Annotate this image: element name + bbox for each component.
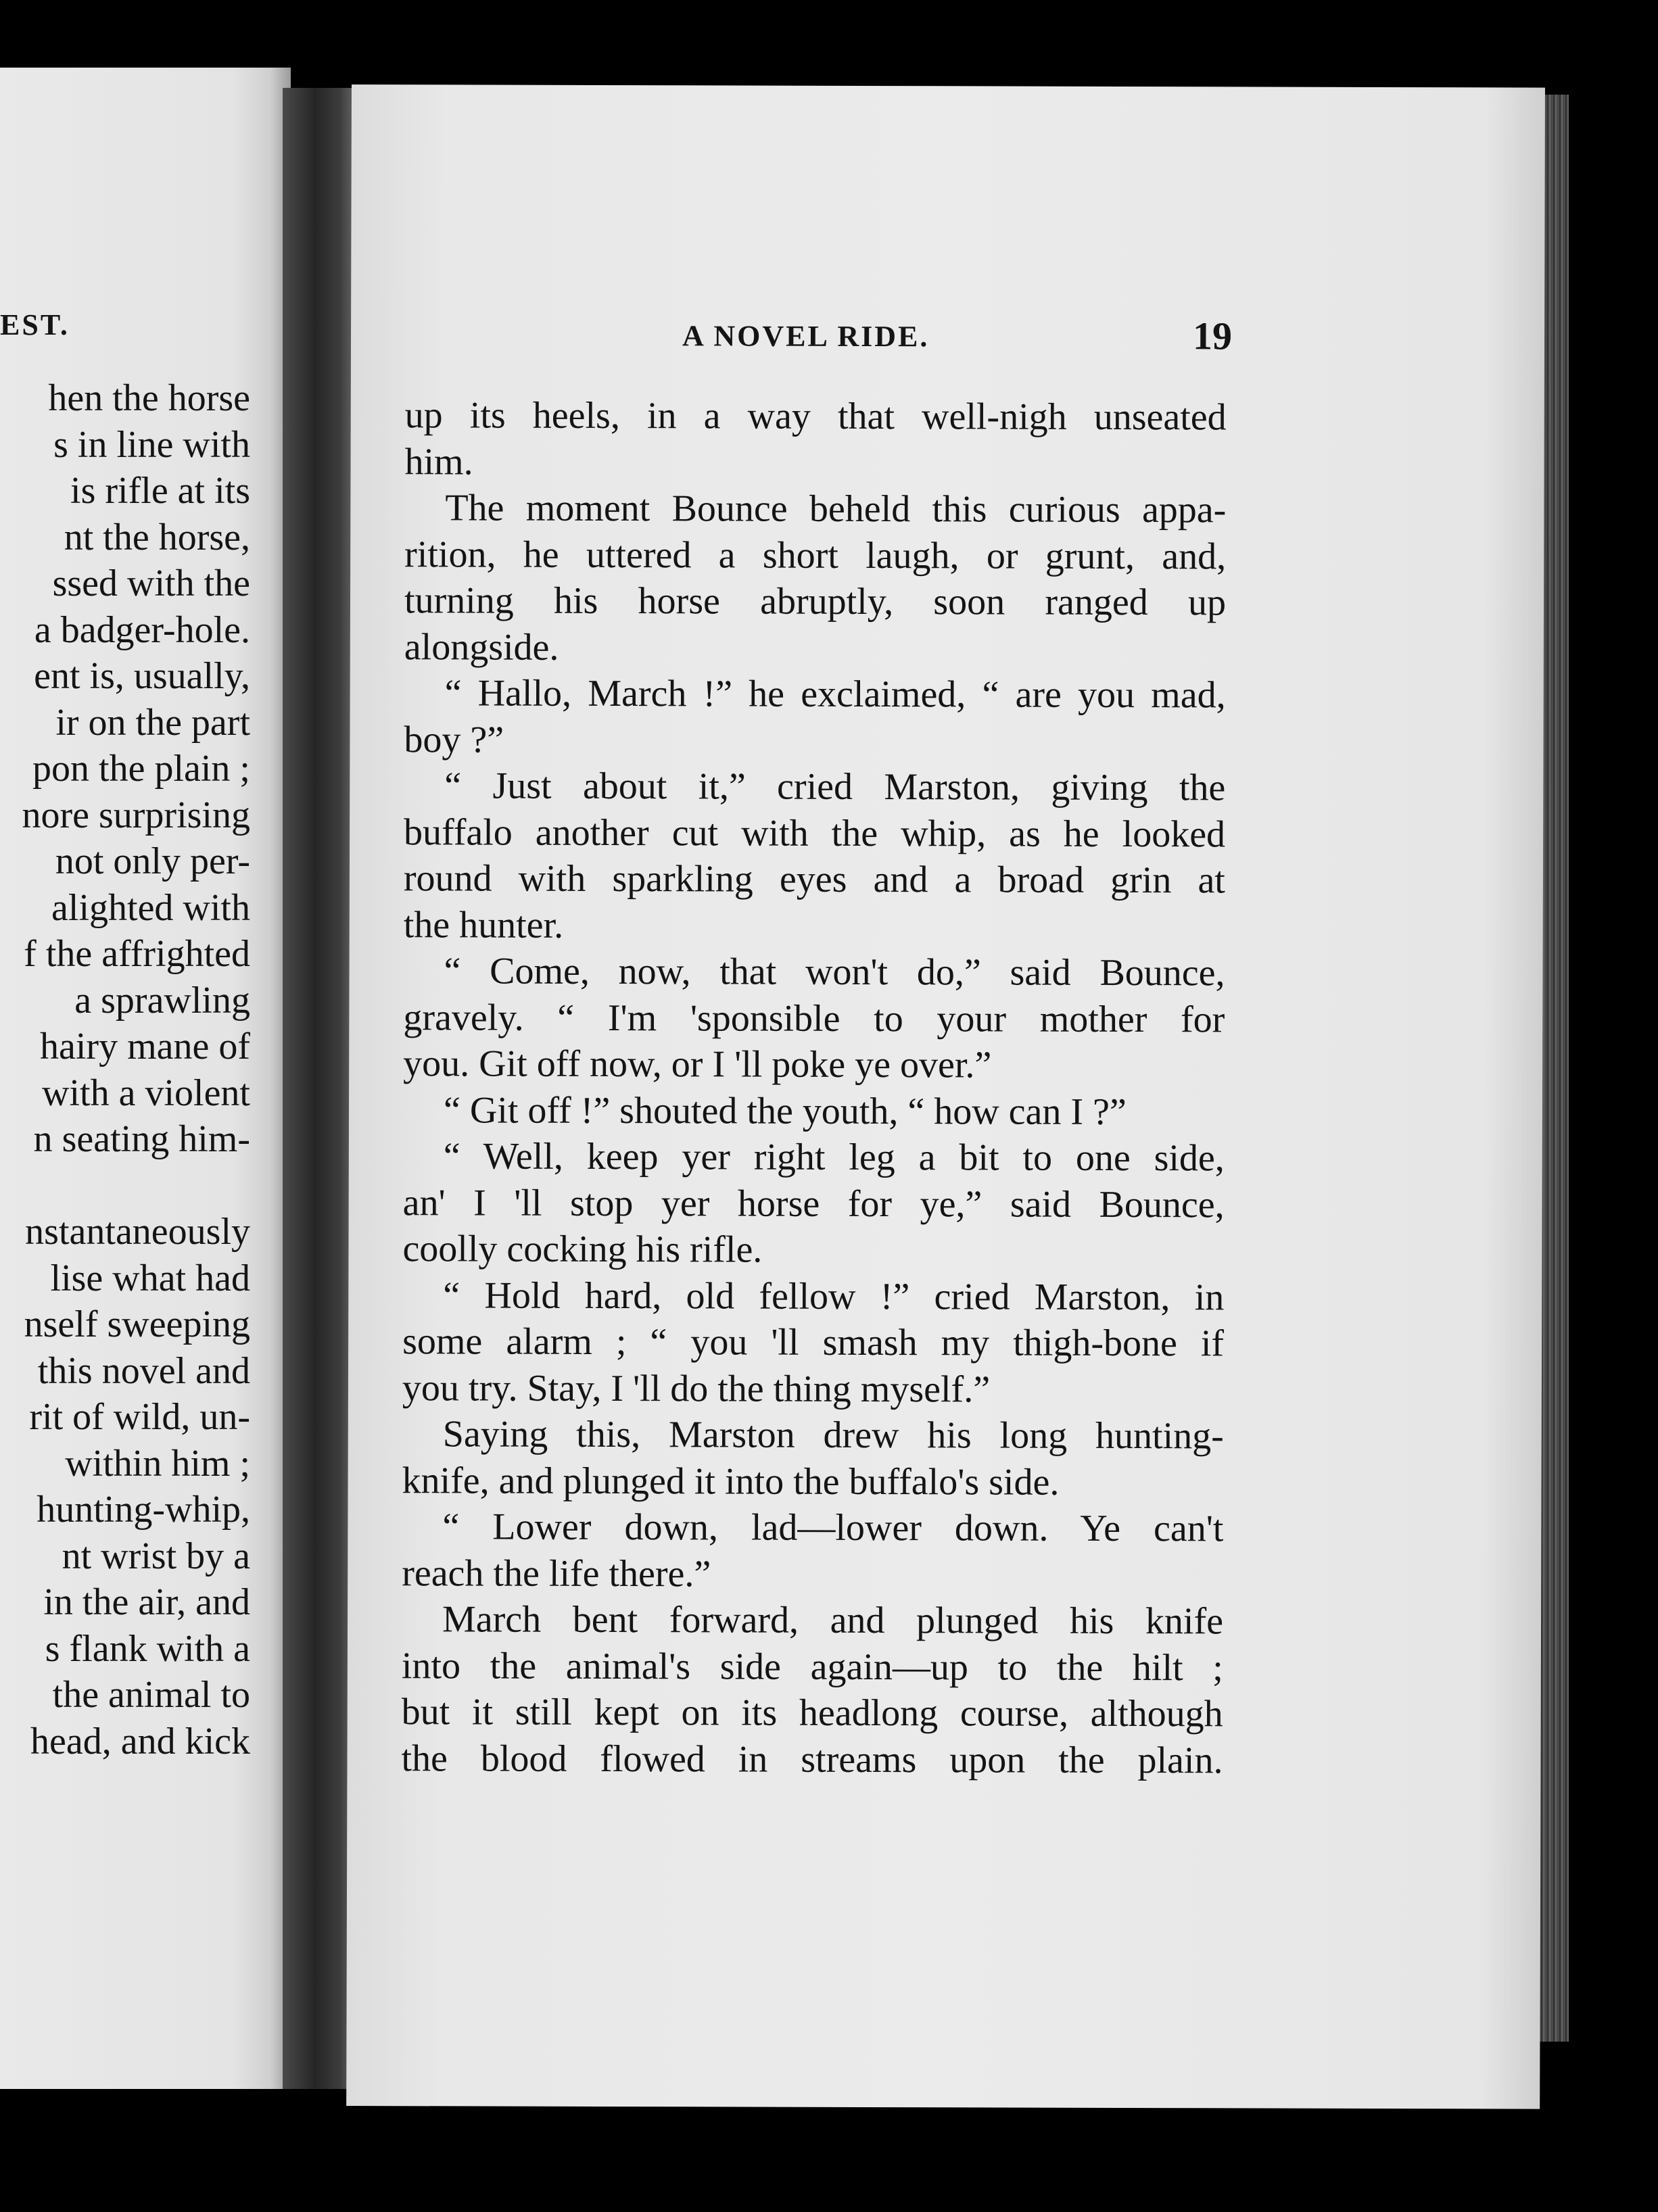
text-line: not only per- [55,840,250,882]
text-line: nself sweeping [24,1303,250,1345]
text-line: within him ; [65,1442,250,1485]
text-line: nore surprising [22,794,250,836]
text-line: reach the life there.” [402,1552,711,1595]
text-line: the blood flowed in streams upon the plain. [401,1737,1223,1781]
text-line: nstantaneously [25,1211,250,1253]
text-line: n seating him- [33,1118,250,1160]
text-line: the hunter. [403,903,564,946]
text-line: up its heels, in a way that well-nigh unseated [404,394,1227,439]
text-line: in the air, and [43,1581,250,1623]
text-line: lise what had [50,1257,250,1299]
text-line: “ Just about it,” cried Marston, giving the [444,765,1226,809]
text-line: ssed with the [52,562,250,604]
text-line: hairy mane of [40,1026,250,1067]
running-head [351,314,1233,358]
text-line: “ Come, now, that won't do,” said Bounce, [444,950,1225,994]
text-line: the animal to [52,1674,250,1716]
text-line: “ Lower down, lad—lower down. Ye can't [442,1506,1224,1550]
text-line: The moment Bounce beheld this curious appa- [445,487,1227,531]
left-page-text [0,375,250,1764]
text-line: hunting-whip, [37,1489,250,1531]
text-line: a sprawling [74,979,250,1021]
text-line: is rifle at its [70,470,250,512]
text-line: rit of wild, un- [29,1396,250,1438]
text-line: into the animal's side again—up to the hilt ; [401,1644,1223,1689]
text-line: nt the horse, [64,516,250,558]
text-line: rition, he uttered a short laugh, or grunt, and, [404,533,1227,577]
text-line: “ Well, keep yer right leg a bit to one side, [443,1135,1225,1180]
text-line: alongside. [404,625,559,669]
text-line: s flank with a [45,1627,250,1670]
text-line: head, and kick [30,1720,250,1762]
text-line: nt wrist by a [62,1535,250,1577]
text-line: ent is, usually, [34,655,250,697]
text-line: knife, and plunged it into the buffalo's side. [402,1459,1060,1504]
running-title: A NOVEL RIDE. [682,319,930,354]
text-line: this novel and [37,1349,250,1392]
text-line: f the affrighted [24,933,250,975]
text-line: boy ?” [404,718,504,761]
page-number: 19 [1192,314,1233,358]
text-line: gravely. “ I'm 'sponsible to your mother for [403,996,1225,1040]
text-line: you. Git off now, or I 'll poke ye over.” [403,1042,992,1086]
text-line: a badger-hole. [34,608,250,651]
text-line: him. [404,440,473,483]
right-page [346,85,1545,2109]
left-running-head: EST. [0,308,70,341]
text-line: you try. Stay, I 'll do the thing myself.” [402,1366,991,1410]
text-line [0,1163,250,1209]
text-line: but it still kept on its headlong course, although [401,1691,1223,1735]
text-line: some alarm ; “ you 'll smash my thigh-bone if [402,1320,1225,1365]
text-line: coolly cocking his rifle. [402,1228,763,1271]
right-page-text [401,392,1226,1783]
text-line: Saying this, Marston drew his long hunting- [442,1413,1224,1458]
text-line: “ Git off !” shouted the youth, “ how can I ?” [443,1088,1127,1133]
left-page [0,68,291,2089]
text-line: buffalo another cut with the whip, as he looked [404,811,1226,855]
text-line: round with sparkling eyes and a broad grin at [403,857,1226,902]
text-line: s in line with [53,423,250,466]
text-line: an' I 'll stop yer horse for ye,” said Bounce, [402,1181,1225,1226]
text-line: ir on the part [55,701,250,744]
text-line: with a violent [42,1072,250,1114]
text-line: “ Hold hard, old fellow !” cried Marston, in [443,1274,1225,1318]
text-line: March bent forward, and plunged his knife [442,1598,1224,1643]
text-line: turning his horse abruptly, soon ranged up [404,579,1227,624]
text-line: alighted with [51,886,250,929]
text-line: “ Hallo, March !” he exclaimed, “ are you mad, [444,672,1226,717]
text-line: pon the plain ; [32,748,250,790]
text-line: hen the horse [48,377,250,419]
